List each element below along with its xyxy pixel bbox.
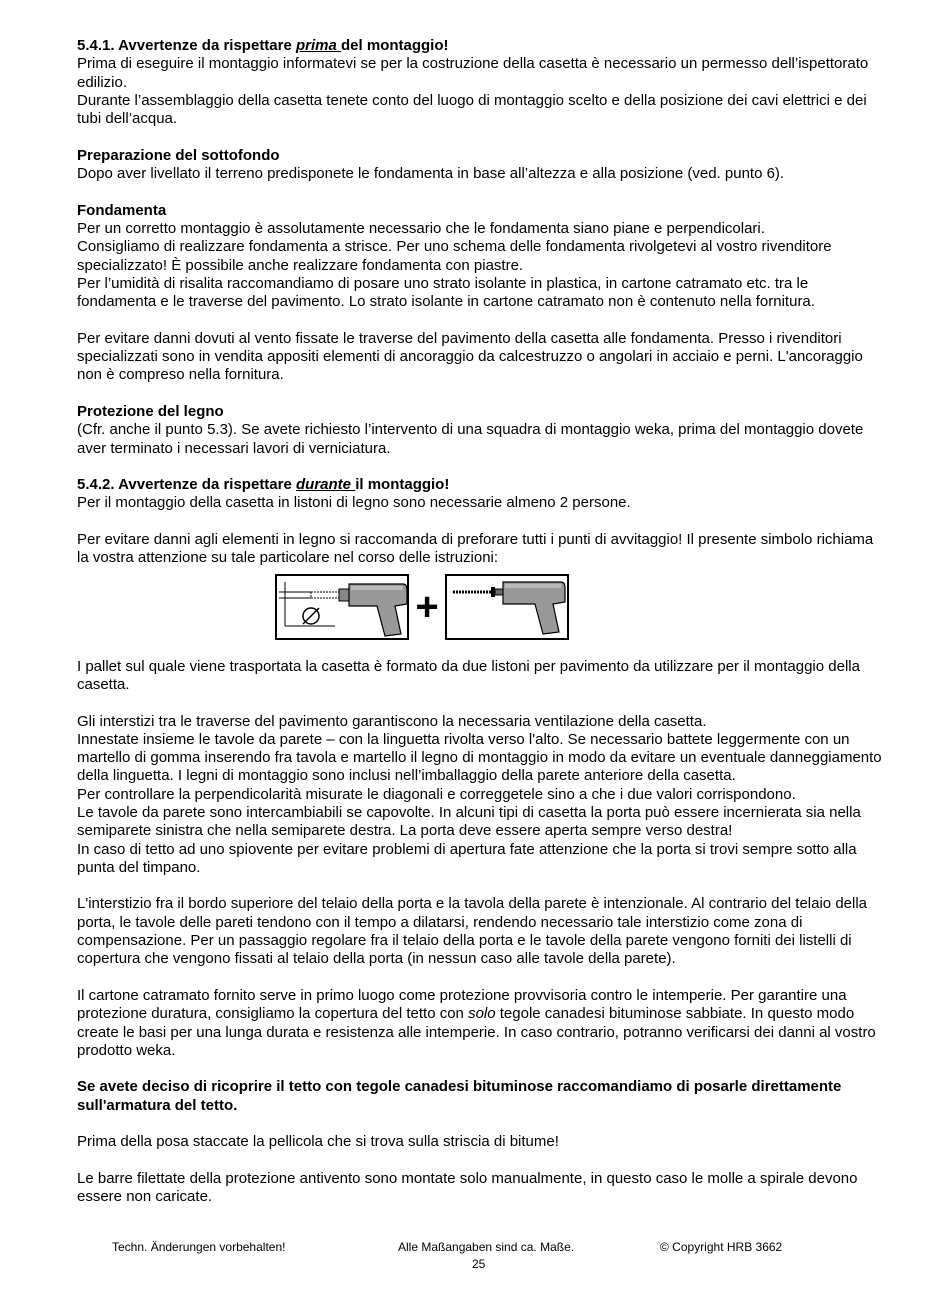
- paragraph: Prima di eseguire il montaggio informatevi se per la costruzione della casetta è necessario un permesso dell’ispettorato edilizio.: [77, 55, 869, 91]
- paragraph-pellicola: Prima della posa staccate la pellicola che si trova sulla striscia di bitume!: [77, 1133, 559, 1151]
- section-542-heading: 5.4.2. Avvertenze da rispettare durante il montaggio!: [77, 476, 450, 494]
- section-542: [77, 476, 889, 513]
- section-fondamenta: [77, 202, 889, 312]
- paragraph: Durante l’assemblaggio della casetta tenete conto del luogo di montaggio scelto e della posizione dei cavi elettrici e dei tubi dell’acqua.: [77, 91, 867, 128]
- paragraph: Per il montaggio della casetta in listoni di legno sono necessarie almeno 2 persone.: [77, 494, 631, 512]
- paragraph: Per l’umidità di risalita raccomandiamo di posare uno strato isolante in plastica, in cartone catramato etc. tra le fondamenta e le traverse del pavimento. Lo strato isolante in cartone catramato non è contenuto nella fornitura.: [77, 274, 815, 311]
- paragraph: Per controllare la perpendicolarità misurate le diagonali e correggetele sino a che i due valori corrispondono.: [77, 785, 796, 803]
- plus-sign: +: [415, 584, 439, 629]
- footer-left: Techn. Änderungen vorbehalten!: [112, 1240, 286, 1254]
- paragraph: Gli interstizi tra le traverse del pavimento garantiscono la necessaria ventilazione della casetta.: [77, 712, 707, 730]
- section-heading: Fondamenta: [77, 201, 167, 219]
- paragraph: (Cfr. anche il punto 5.3). Se avete richiesto l’intervento di una squadra di montaggio weka, prima del montaggio dovete aver terminato i necessari lavori di verniciatura.: [77, 421, 864, 457]
- paragraph: Innestate insieme le tavole da parete – con la linguetta rivolta verso l'alto. Se necessario battete leggermente con un martello di gomma inserendo fra tavola e martello il legno di montaggio in modo da evitare un eventuale danneggiamento della linguetta. I legni di montaggio sono inclusi nell’imballaggio della parete anteriore della casetta.: [77, 730, 882, 785]
- section-heading: Preparazione del sottofondo: [77, 146, 280, 164]
- paragraph-cartone: Il cartone catramato fornito serve in primo luogo come protezione provvisoria contro le intemperie. Per garantire una protezione duratura, consigliamo la copertura del tetto con solo tegole canadesi bituminose sabbiate. In questo modo create le basi per una lunga durata e resistenza alle intemperie. In caso contrario, potranno verificarsi dei danni al vostro prodotto weka.: [77, 986, 876, 1059]
- predrill-symbol-figure: [275, 572, 889, 642]
- section-preparazione: [77, 147, 889, 184]
- page-number: 25: [472, 1257, 486, 1271]
- section-interstizi: [77, 713, 889, 878]
- paragraph-pallet: I pallet sul quale viene trasportata la casetta è formato da due listoni per pavimento da utilizzare per il montaggio della casetta.: [77, 657, 860, 693]
- document-body: [77, 37, 889, 1225]
- paragraph: In caso di tetto ad uno spiovente per evitare problemi di apertura fate attenzione che la porta si trovi sempre sotto alla punta del timpano.: [77, 840, 857, 876]
- paragraph-vento: Per evitare danni dovuti al vento fissate le traverse del pavimento della casetta alle fondamenta. Presso i rivenditori specializzati sono in vendita appositi elementi di ancoraggio da calcestruzzo o angolari in acciaio e perni. L'ancoraggio non è compreso nella fornitura.: [77, 329, 863, 384]
- section-heading: Protezione del legno: [77, 402, 224, 420]
- paragraph-tegole-bold: Se avete deciso di ricoprire il tetto con tegole canadesi bituminose raccomandiamo di posarle direttamente sull'armatura del tetto.: [77, 1078, 842, 1114]
- paragraph: Per un corretto montaggio è assolutamente necessario che le fondamenta siano piane e perpendicolari.: [77, 219, 765, 237]
- paragraph: Consigliamo di realizzare fondamenta a strisce. Per uno schema delle fondamenta rivolgetevi al vostro rivenditore specializzato! È possibile anche realizzare fondamenta con piastre.: [77, 238, 832, 274]
- section-541-heading: 5.4.1. Avvertenze da rispettare prima del montaggio!: [77, 37, 449, 54]
- drill-with-bit-icon: [275, 574, 409, 640]
- paragraph: Dopo aver livellato il terreno predisponete le fondamenta in base all’altezza e alla posizione (ved. punto 6).: [77, 165, 785, 183]
- paragraph-barre: Le barre filettate della protezione antivento sono montate solo manualmente, in questo caso le molle a spirale devono essere non caricate.: [77, 1169, 858, 1206]
- section-541: [77, 37, 889, 128]
- paragraph-telaio: L'interstizio fra il bordo superiore del telaio della porta e la tavola della parete è intenzionale. Al contrario del telaio della porta, le tavole delle pareti tendono con il tempo a dilatarsi, rendendo necessario tale interstizio come zona di compensazione. Per un passaggio regolare fra il telaio della porta e le tavole della parete vengono forniti dei listelli di copertura che vengono fissati al telaio della porta (in nessun caso alle tavole della parete).: [77, 895, 868, 968]
- paragraph-forare: Per evitare danni agli elementi in legno si raccomanda di preforare tutti i punti di avvitaggio! Il presente simbolo richiama la vostra attenzione su tale particolare nel corso delle istruzioni:: [77, 531, 874, 567]
- footer-copyright: © Copyright HRB 3662: [660, 1240, 783, 1254]
- section-protezione-legno: [77, 403, 889, 458]
- paragraph: Le tavole da parete sono intercambiabili se capovolte. In alcuni tipi di casetta la porta può essere incernierata sia nella semiparete sinistra che nella semiparete destra. La porta deve essere aperta sempre verso destra!: [77, 803, 861, 840]
- footer-center: Alle Maßangaben sind ca. Maße.: [398, 1240, 575, 1254]
- drill-with-screw-icon: [445, 574, 569, 640]
